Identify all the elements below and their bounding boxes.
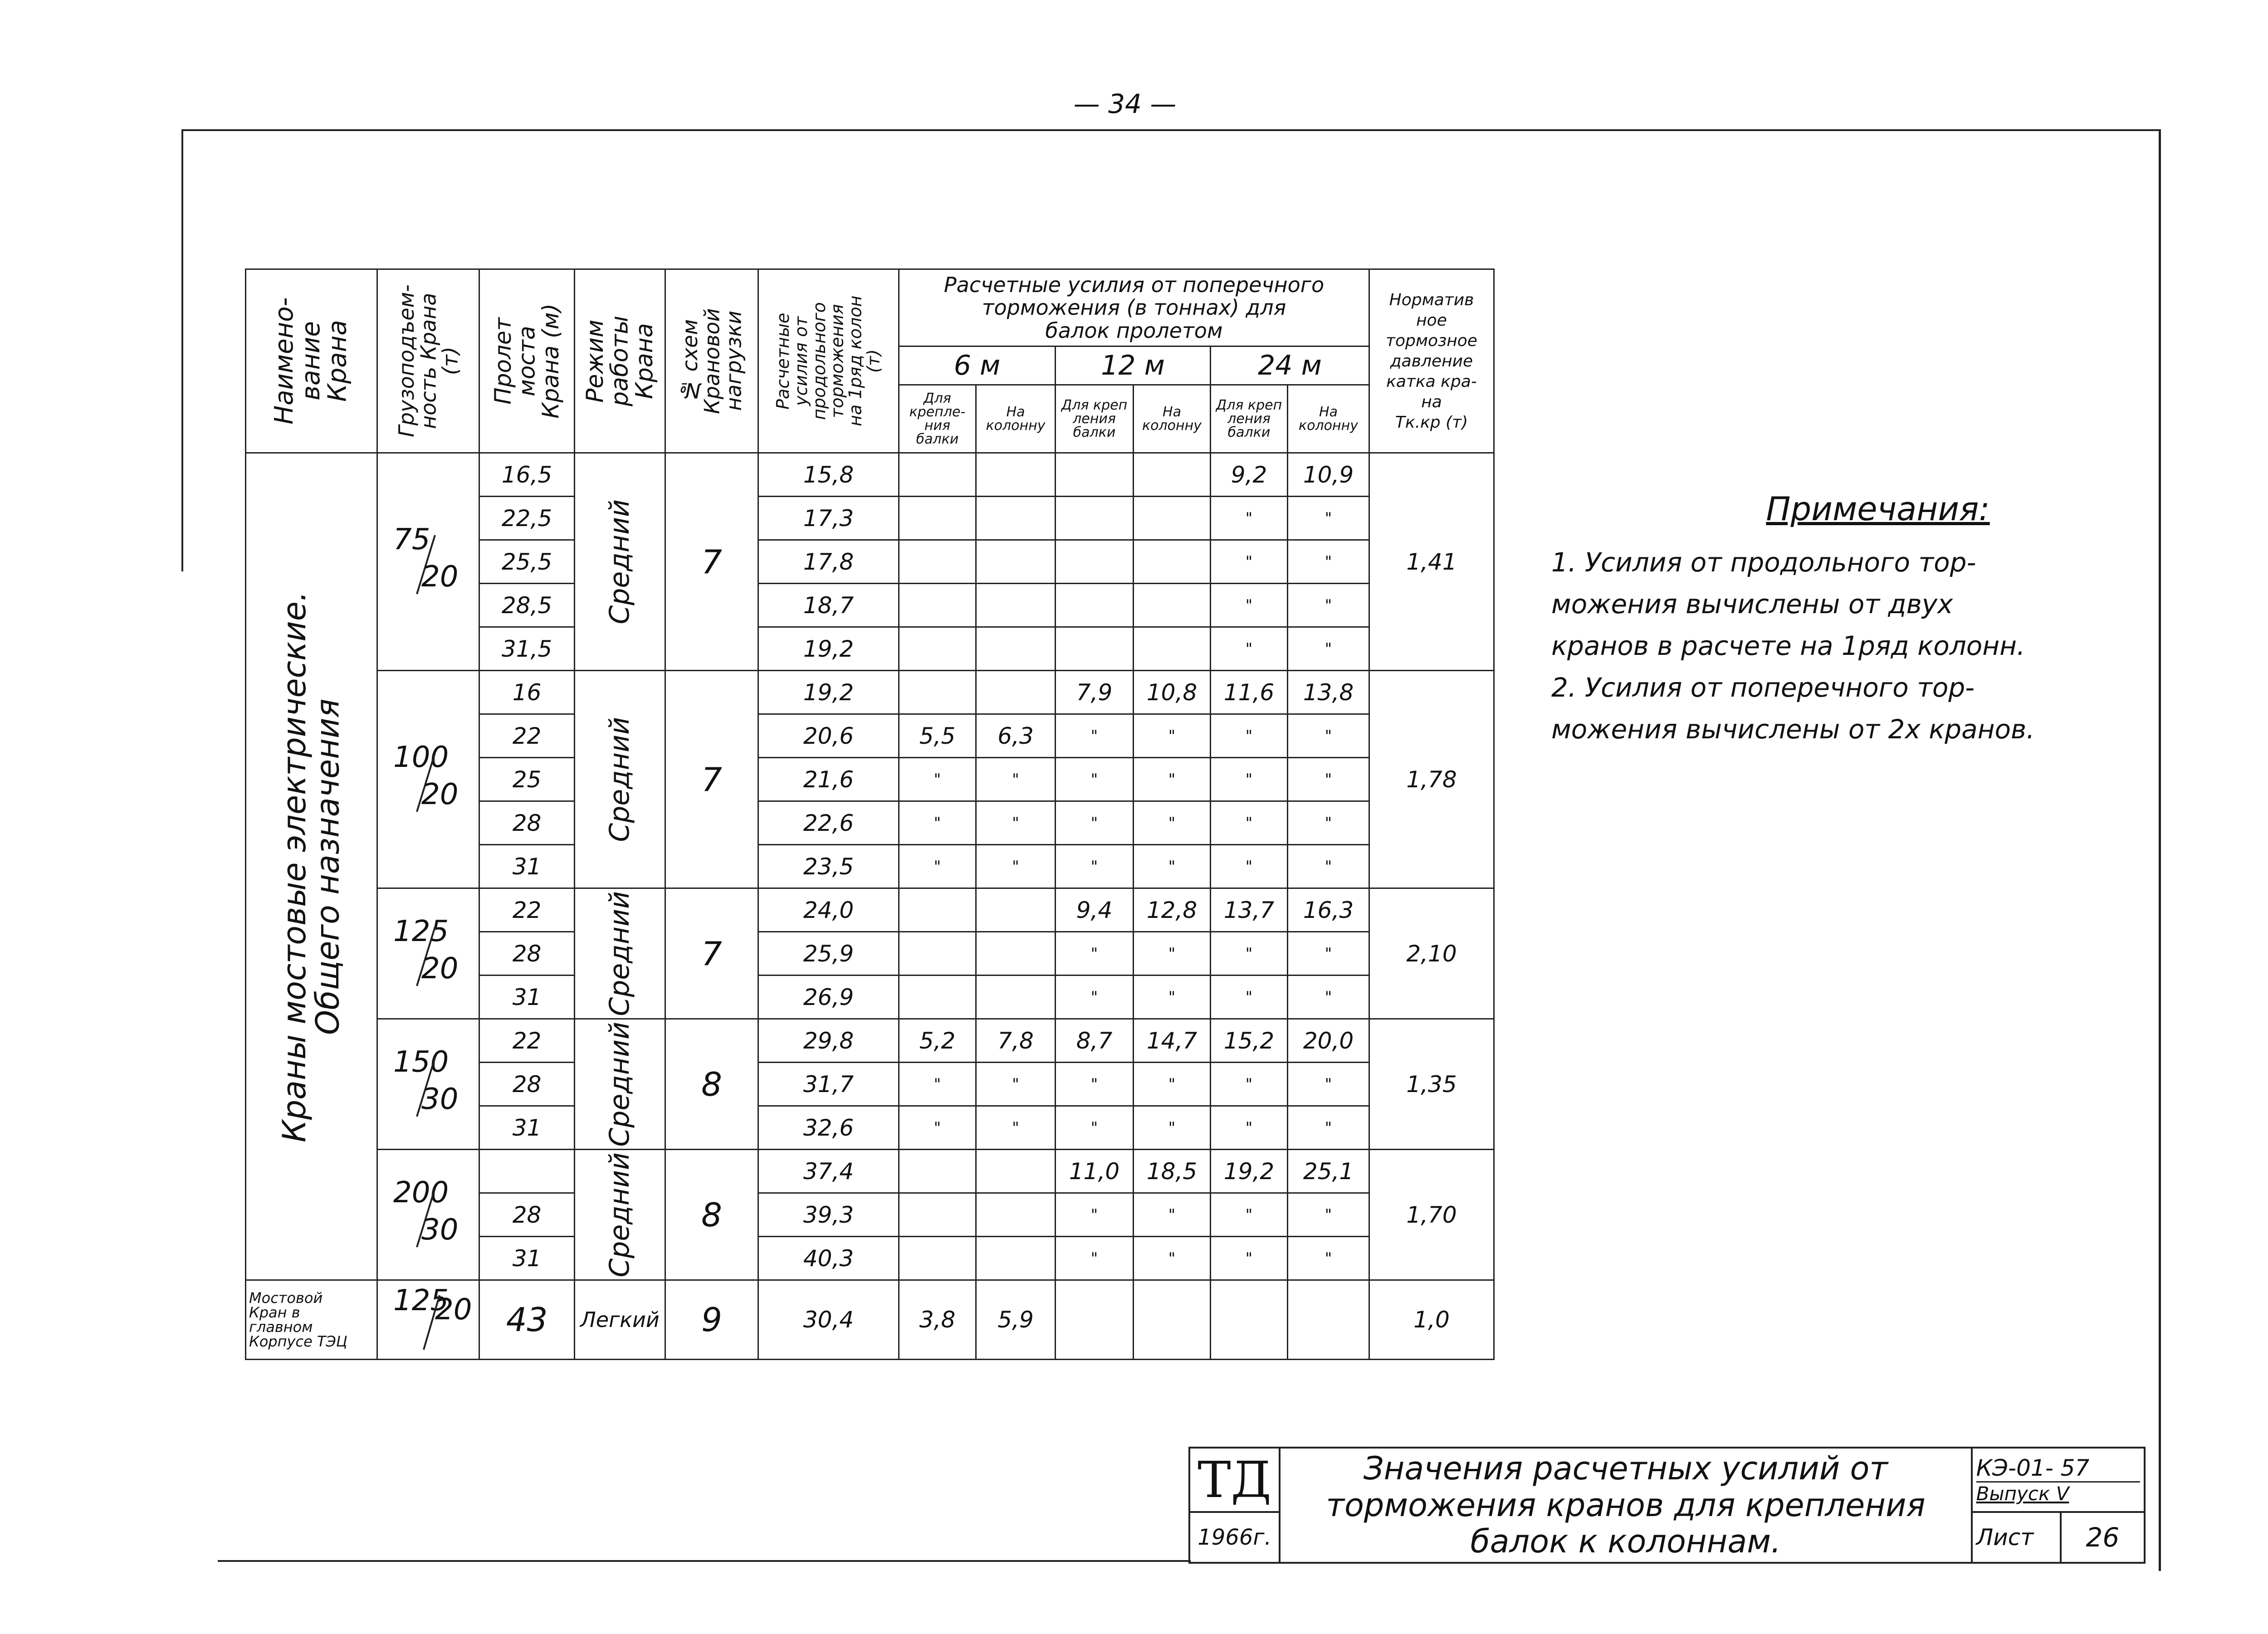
transverse-cell-c6 bbox=[976, 671, 1056, 714]
transverse-cell-b6 bbox=[899, 932, 976, 976]
transverse-cell-c12: " bbox=[1134, 714, 1211, 758]
transverse-cell-c12: " bbox=[1134, 845, 1211, 888]
mode-cell bbox=[575, 453, 665, 671]
transverse-cell-b12: 9,4 bbox=[1056, 888, 1134, 932]
longitudinal-cell: 18,7 bbox=[758, 584, 899, 627]
transverse-cell-c24: 20,0 bbox=[1288, 1019, 1369, 1063]
crane-forces-table bbox=[245, 268, 1495, 1360]
span-cell: 22 bbox=[479, 888, 575, 932]
scheme-cell: 8 bbox=[665, 1019, 758, 1150]
mode-cell bbox=[575, 888, 665, 1019]
longitudinal-cell: 24,0 bbox=[758, 888, 899, 932]
header-beam-24: Для креп ления балки bbox=[1211, 385, 1288, 453]
transverse-cell-b24: " bbox=[1211, 627, 1288, 671]
mode-label: Средний bbox=[604, 717, 635, 842]
normative-cell: 2,10 bbox=[1369, 888, 1494, 1019]
capacity-main: 100 bbox=[393, 740, 449, 774]
transverse-cell-c12 bbox=[1134, 453, 1211, 497]
span-cell: 28 bbox=[479, 932, 575, 976]
scheme-cell: 7 bbox=[665, 888, 758, 1019]
header-span: Пролет моста Крана (м) bbox=[479, 269, 575, 453]
transverse-cell-b12: 7,9 bbox=[1056, 671, 1134, 714]
transverse-cell-c24: 13,8 bbox=[1288, 671, 1369, 714]
transverse-cell-c6: " bbox=[976, 1106, 1056, 1150]
scheme-cell: 7 bbox=[665, 453, 758, 671]
longitudinal-cell: 22,6 bbox=[758, 801, 899, 845]
transverse-cell-c24: 10,9 bbox=[1288, 453, 1369, 497]
header-span-12: 12 м bbox=[1056, 346, 1211, 385]
scheme-cell: 7 bbox=[665, 671, 758, 888]
transverse-cell-c12: 18,5 bbox=[1134, 1150, 1211, 1193]
header-col-12: На колонну bbox=[1134, 385, 1211, 453]
transverse-cell-b24: " bbox=[1211, 1193, 1288, 1237]
transverse-cell-b12 bbox=[1056, 540, 1134, 584]
transverse-cell-c24: " bbox=[1288, 540, 1369, 584]
capacity-aux: 30 bbox=[421, 1213, 459, 1247]
note-2: 2. Усилия от поперечного тор- можения вычислены от 2х кранов. bbox=[1551, 672, 2035, 745]
header-beam-12: Для креп ления балки bbox=[1056, 385, 1134, 453]
normative-cell: 1,78 bbox=[1369, 671, 1494, 888]
longitudinal-cell: 17,3 bbox=[758, 497, 899, 540]
transverse-cell-b24: " bbox=[1211, 845, 1288, 888]
notes bbox=[1551, 490, 2168, 750]
transverse-cell-c12: 10,8 bbox=[1134, 671, 1211, 714]
transverse-cell-c12 bbox=[1134, 540, 1211, 584]
capacity-main: 150 bbox=[393, 1045, 449, 1079]
capacity-fraction bbox=[385, 1039, 471, 1126]
tec-mode-cell: Легкий bbox=[575, 1280, 665, 1360]
longitudinal-cell: 19,2 bbox=[758, 627, 899, 671]
span-cell: 31 bbox=[479, 976, 575, 1019]
transverse-cell-b12: " bbox=[1056, 976, 1134, 1019]
transverse-cell-b6: " bbox=[899, 801, 976, 845]
transverse-cell-c6 bbox=[976, 1193, 1056, 1237]
transverse-cell-b24: " bbox=[1211, 801, 1288, 845]
longitudinal-cell: 32,6 bbox=[758, 1106, 899, 1150]
header-span-24: 24 м bbox=[1211, 346, 1369, 385]
transverse-cell-c6 bbox=[976, 540, 1056, 584]
longitudinal-cell: 39,3 bbox=[758, 1193, 899, 1237]
page-number: — 34 — bbox=[1073, 88, 1177, 119]
mode-cell bbox=[575, 1019, 665, 1150]
tec-c24-cell bbox=[1288, 1280, 1369, 1360]
mode-cell bbox=[575, 1150, 665, 1280]
header-span-6: 6 м bbox=[899, 346, 1056, 385]
normative-cell: 1,70 bbox=[1369, 1150, 1494, 1280]
capacity-fraction bbox=[385, 1282, 471, 1354]
transverse-cell-c6: " bbox=[976, 845, 1056, 888]
transverse-cell-c6: 6,3 bbox=[976, 714, 1056, 758]
transverse-cell-b6: " bbox=[899, 758, 976, 801]
capacity-cell bbox=[377, 671, 479, 888]
capacity-main: 125 bbox=[393, 914, 449, 948]
transverse-cell-b6: 5,2 bbox=[899, 1019, 976, 1063]
tec-normative-cell: 1,0 bbox=[1369, 1280, 1494, 1360]
transverse-cell-b12: 11,0 bbox=[1056, 1150, 1134, 1193]
span-cell: 22 bbox=[479, 1019, 575, 1063]
transverse-cell-b6 bbox=[899, 1237, 976, 1280]
transverse-cell-c6 bbox=[976, 888, 1056, 932]
table-row bbox=[246, 671, 1494, 714]
note-1: 1. Усилия от продольного тор- можения вычислены от двух кранов в расчете на 1ряд колонн. bbox=[1551, 547, 2025, 661]
transverse-cell-b24: " bbox=[1211, 758, 1288, 801]
doc-year: 1966г. bbox=[1189, 1512, 1280, 1563]
transverse-cell-b24: " bbox=[1211, 584, 1288, 627]
transverse-cell-c6 bbox=[976, 453, 1056, 497]
transverse-cell-b12: " bbox=[1056, 1237, 1134, 1280]
span-cell: 31 bbox=[479, 845, 575, 888]
transverse-cell-c6 bbox=[976, 584, 1056, 627]
transverse-cell-c24: " bbox=[1288, 627, 1369, 671]
tec-c6-cell: 5,9 bbox=[976, 1280, 1056, 1360]
table-row bbox=[246, 1150, 1494, 1193]
span-cell: 16 bbox=[479, 671, 575, 714]
transverse-cell-c6 bbox=[976, 497, 1056, 540]
transverse-cell-b12 bbox=[1056, 627, 1134, 671]
header-mode: Режим работы Крана bbox=[575, 269, 665, 453]
bottom-rule bbox=[218, 1560, 1191, 1562]
transverse-cell-c24: " bbox=[1288, 845, 1369, 888]
transverse-cell-b24: " bbox=[1211, 1106, 1288, 1150]
transverse-cell-c24: " bbox=[1288, 584, 1369, 627]
transverse-cell-b12: " bbox=[1056, 714, 1134, 758]
capacity-main: 125 bbox=[393, 1284, 449, 1317]
transverse-cell-c6: " bbox=[976, 1063, 1056, 1106]
doc-code bbox=[1972, 1448, 2145, 1512]
transverse-cell-b6: " bbox=[899, 1063, 976, 1106]
transverse-cell-b24: 19,2 bbox=[1211, 1150, 1288, 1193]
capacity-main: 75 bbox=[393, 522, 430, 556]
span-cell: 31 bbox=[479, 1106, 575, 1150]
transverse-cell-b24: " bbox=[1211, 1237, 1288, 1280]
mode-label: Средний bbox=[604, 1152, 635, 1278]
transverse-cell-b12 bbox=[1056, 453, 1134, 497]
transverse-cell-b24: 9,2 bbox=[1211, 453, 1288, 497]
transverse-cell-c12 bbox=[1134, 627, 1211, 671]
tec-b24-cell bbox=[1211, 1280, 1288, 1360]
transverse-cell-c6 bbox=[976, 932, 1056, 976]
mode-label: Средний bbox=[604, 1021, 635, 1147]
transverse-cell-c6 bbox=[976, 1237, 1056, 1280]
longitudinal-cell: 31,7 bbox=[758, 1063, 899, 1106]
group-name: Краны мостовые электрические. Общего назначения bbox=[276, 590, 347, 1142]
notes-title: Примечания: bbox=[1766, 490, 1990, 528]
span-cell: 16,5 bbox=[479, 453, 575, 497]
transverse-cell-b6: " bbox=[899, 845, 976, 888]
header-longitudinal: Расчетные усилия от продольного торможения на 1ряд колон (т) bbox=[758, 269, 899, 453]
transverse-cell-b6 bbox=[899, 976, 976, 1019]
capacity-aux: 20 bbox=[421, 951, 459, 985]
longitudinal-cell: 17,8 bbox=[758, 540, 899, 584]
capacity-fraction bbox=[385, 1170, 471, 1256]
capacity-cell bbox=[377, 1019, 479, 1150]
transverse-cell-b24: " bbox=[1211, 540, 1288, 584]
transverse-cell-b12: " bbox=[1056, 845, 1134, 888]
transverse-cell-c12 bbox=[1134, 584, 1211, 627]
transverse-cell-b24: " bbox=[1211, 932, 1288, 976]
td-logo: ТД bbox=[1189, 1448, 1280, 1512]
capacity-cell bbox=[377, 453, 479, 671]
table-row bbox=[246, 888, 1494, 932]
transverse-cell-c6 bbox=[976, 627, 1056, 671]
tec-capacity-cell bbox=[377, 1280, 479, 1360]
capacity-cell bbox=[377, 1150, 479, 1280]
span-cell: 28,5 bbox=[479, 584, 575, 627]
header-name: Наимено- вание Крана bbox=[246, 269, 377, 453]
transverse-cell-b12 bbox=[1056, 584, 1134, 627]
transverse-cell-c12: " bbox=[1134, 1237, 1211, 1280]
longitudinal-cell: 25,9 bbox=[758, 932, 899, 976]
header-scheme: № схем Крановой нагрузки bbox=[665, 269, 758, 453]
longitudinal-cell: 19,2 bbox=[758, 671, 899, 714]
transverse-cell-c12: " bbox=[1134, 1063, 1211, 1106]
tec-name-cell: Мостовой Кран в главном Корпусе ТЭЦ bbox=[246, 1280, 377, 1360]
transverse-cell-b12: " bbox=[1056, 801, 1134, 845]
longitudinal-cell: 40,3 bbox=[758, 1237, 899, 1280]
span-cell: 31 bbox=[479, 1237, 575, 1280]
span-cell: 28 bbox=[479, 1063, 575, 1106]
transverse-cell-b6: 5,5 bbox=[899, 714, 976, 758]
transverse-cell-c12: " bbox=[1134, 801, 1211, 845]
longitudinal-cell: 21,6 bbox=[758, 758, 899, 801]
capacity-aux: 20 bbox=[435, 1293, 472, 1327]
transverse-cell-c24: " bbox=[1288, 1063, 1369, 1106]
capacity-aux: 20 bbox=[421, 777, 459, 811]
header-beam-6: Для крепле- ния балки bbox=[899, 385, 976, 453]
span-cell: 25,5 bbox=[479, 540, 575, 584]
span-cell: 22,5 bbox=[479, 497, 575, 540]
span-cell: 31,5 bbox=[479, 627, 575, 671]
capacity-main: 200 bbox=[393, 1176, 449, 1210]
tec-scheme-cell: 9 bbox=[665, 1280, 758, 1360]
tec-b12-cell bbox=[1056, 1280, 1134, 1360]
transverse-cell-c24: " bbox=[1288, 932, 1369, 976]
table-row bbox=[246, 1019, 1494, 1063]
transverse-cell-c24: " bbox=[1288, 714, 1369, 758]
transverse-cell-c24: " bbox=[1288, 1193, 1369, 1237]
group-name-cell bbox=[246, 453, 377, 1280]
transverse-cell-b12: " bbox=[1056, 932, 1134, 976]
transverse-cell-b24: 11,6 bbox=[1211, 671, 1288, 714]
transverse-cell-c24: " bbox=[1288, 801, 1369, 845]
mode-label: Средний bbox=[604, 891, 635, 1016]
transverse-cell-b6 bbox=[899, 540, 976, 584]
header-normative: Норматив ное тормозное давление катка кра- на Тк.кр (т) bbox=[1369, 269, 1494, 453]
capacity-aux: 20 bbox=[421, 560, 459, 594]
transverse-cell-c24: " bbox=[1288, 497, 1369, 540]
transverse-cell-b12: " bbox=[1056, 758, 1134, 801]
transverse-cell-b6 bbox=[899, 888, 976, 932]
capacity-aux: 30 bbox=[421, 1082, 459, 1116]
transverse-cell-b12: " bbox=[1056, 1106, 1134, 1150]
doc-title: Значения расчетных усилий от торможения кранов для крепления балок к колоннам. bbox=[1280, 1448, 1971, 1563]
transverse-cell-b24: " bbox=[1211, 1063, 1288, 1106]
normative-cell: 1,35 bbox=[1369, 1019, 1494, 1150]
header-col-24: На колонну bbox=[1288, 385, 1369, 453]
capacity-cell bbox=[377, 888, 479, 1019]
longitudinal-cell: 26,9 bbox=[758, 976, 899, 1019]
transverse-cell-b12 bbox=[1056, 497, 1134, 540]
sheet-number: 26 bbox=[2061, 1512, 2145, 1563]
capacity-fraction bbox=[385, 909, 471, 995]
longitudinal-cell: 37,4 bbox=[758, 1150, 899, 1193]
transverse-cell-b6 bbox=[899, 1150, 976, 1193]
table-body bbox=[246, 453, 1494, 1360]
transverse-cell-c24: " bbox=[1288, 976, 1369, 1019]
transverse-cell-c6: 7,8 bbox=[976, 1019, 1056, 1063]
transverse-cell-b6 bbox=[899, 627, 976, 671]
transverse-cell-b24: " bbox=[1211, 976, 1288, 1019]
transverse-cell-b12: " bbox=[1056, 1193, 1134, 1237]
header-col-6: На колонну bbox=[976, 385, 1056, 453]
scheme-cell: 8 bbox=[665, 1150, 758, 1280]
transverse-cell-b24: " bbox=[1211, 714, 1288, 758]
table-row bbox=[246, 453, 1494, 497]
doc-code-number: КЭ-01- 57 bbox=[1976, 1454, 2090, 1481]
tec-c12-cell bbox=[1134, 1280, 1211, 1360]
transverse-cell-c6: " bbox=[976, 801, 1056, 845]
longitudinal-cell: 29,8 bbox=[758, 1019, 899, 1063]
table-row-tec bbox=[246, 1280, 1494, 1360]
transverse-cell-c12: " bbox=[1134, 1193, 1211, 1237]
transverse-cell-b12: " bbox=[1056, 1063, 1134, 1106]
transverse-cell-b24: 13,7 bbox=[1211, 888, 1288, 932]
longitudinal-cell: 15,8 bbox=[758, 453, 899, 497]
span-cell: 22 bbox=[479, 714, 575, 758]
span-cell bbox=[479, 1150, 575, 1193]
tec-span-cell: 43 bbox=[479, 1280, 575, 1360]
span-cell: 28 bbox=[479, 1193, 575, 1237]
longitudinal-cell: 20,6 bbox=[758, 714, 899, 758]
normative-cell: 1,41 bbox=[1369, 453, 1494, 671]
doc-issue: Выпуск V bbox=[1976, 1481, 2140, 1505]
transverse-cell-c24: 16,3 bbox=[1288, 888, 1369, 932]
transverse-cell-c12 bbox=[1134, 497, 1211, 540]
header-transverse: Расчетные усилия от поперечного торможения (в тоннах) для балок пролетом bbox=[899, 269, 1369, 346]
mode-cell bbox=[575, 671, 665, 888]
capacity-fraction bbox=[385, 735, 471, 821]
tec-b6-cell: 3,8 bbox=[899, 1280, 976, 1360]
transverse-cell-b6 bbox=[899, 497, 976, 540]
transverse-cell-c6 bbox=[976, 1150, 1056, 1193]
transverse-cell-c24: " bbox=[1288, 1106, 1369, 1150]
transverse-cell-b12: 8,7 bbox=[1056, 1019, 1134, 1063]
transverse-cell-c6: " bbox=[976, 758, 1056, 801]
capacity-fraction bbox=[385, 517, 471, 603]
transverse-cell-b24: 15,2 bbox=[1211, 1019, 1288, 1063]
tec-long-cell: 30,4 bbox=[758, 1280, 899, 1360]
transverse-cell-c24: " bbox=[1288, 1237, 1369, 1280]
longitudinal-cell: 23,5 bbox=[758, 845, 899, 888]
transverse-cell-c24: 25,1 bbox=[1288, 1150, 1369, 1193]
transverse-cell-b6 bbox=[899, 1193, 976, 1237]
transverse-cell-b6 bbox=[899, 671, 976, 714]
transverse-cell-c24: " bbox=[1288, 758, 1369, 801]
sheet-label: Лист bbox=[1972, 1512, 2061, 1563]
header-capacity: Грузоподъем- ность Крана (т) bbox=[377, 269, 479, 453]
span-cell: 28 bbox=[479, 801, 575, 845]
title-block bbox=[1188, 1447, 2146, 1564]
transverse-cell-c12: 12,8 bbox=[1134, 888, 1211, 932]
transverse-cell-b6: " bbox=[899, 1106, 976, 1150]
transverse-cell-c12: " bbox=[1134, 1106, 1211, 1150]
transverse-cell-c6 bbox=[976, 976, 1056, 1019]
transverse-cell-c12: 14,7 bbox=[1134, 1019, 1211, 1063]
mode-label: Средний bbox=[604, 499, 635, 624]
span-cell: 25 bbox=[479, 758, 575, 801]
transverse-cell-b6 bbox=[899, 453, 976, 497]
transverse-cell-b24: " bbox=[1211, 497, 1288, 540]
transverse-cell-c12: " bbox=[1134, 976, 1211, 1019]
transverse-cell-b6 bbox=[899, 584, 976, 627]
transverse-cell-c12: " bbox=[1134, 932, 1211, 976]
transverse-cell-c12: " bbox=[1134, 758, 1211, 801]
